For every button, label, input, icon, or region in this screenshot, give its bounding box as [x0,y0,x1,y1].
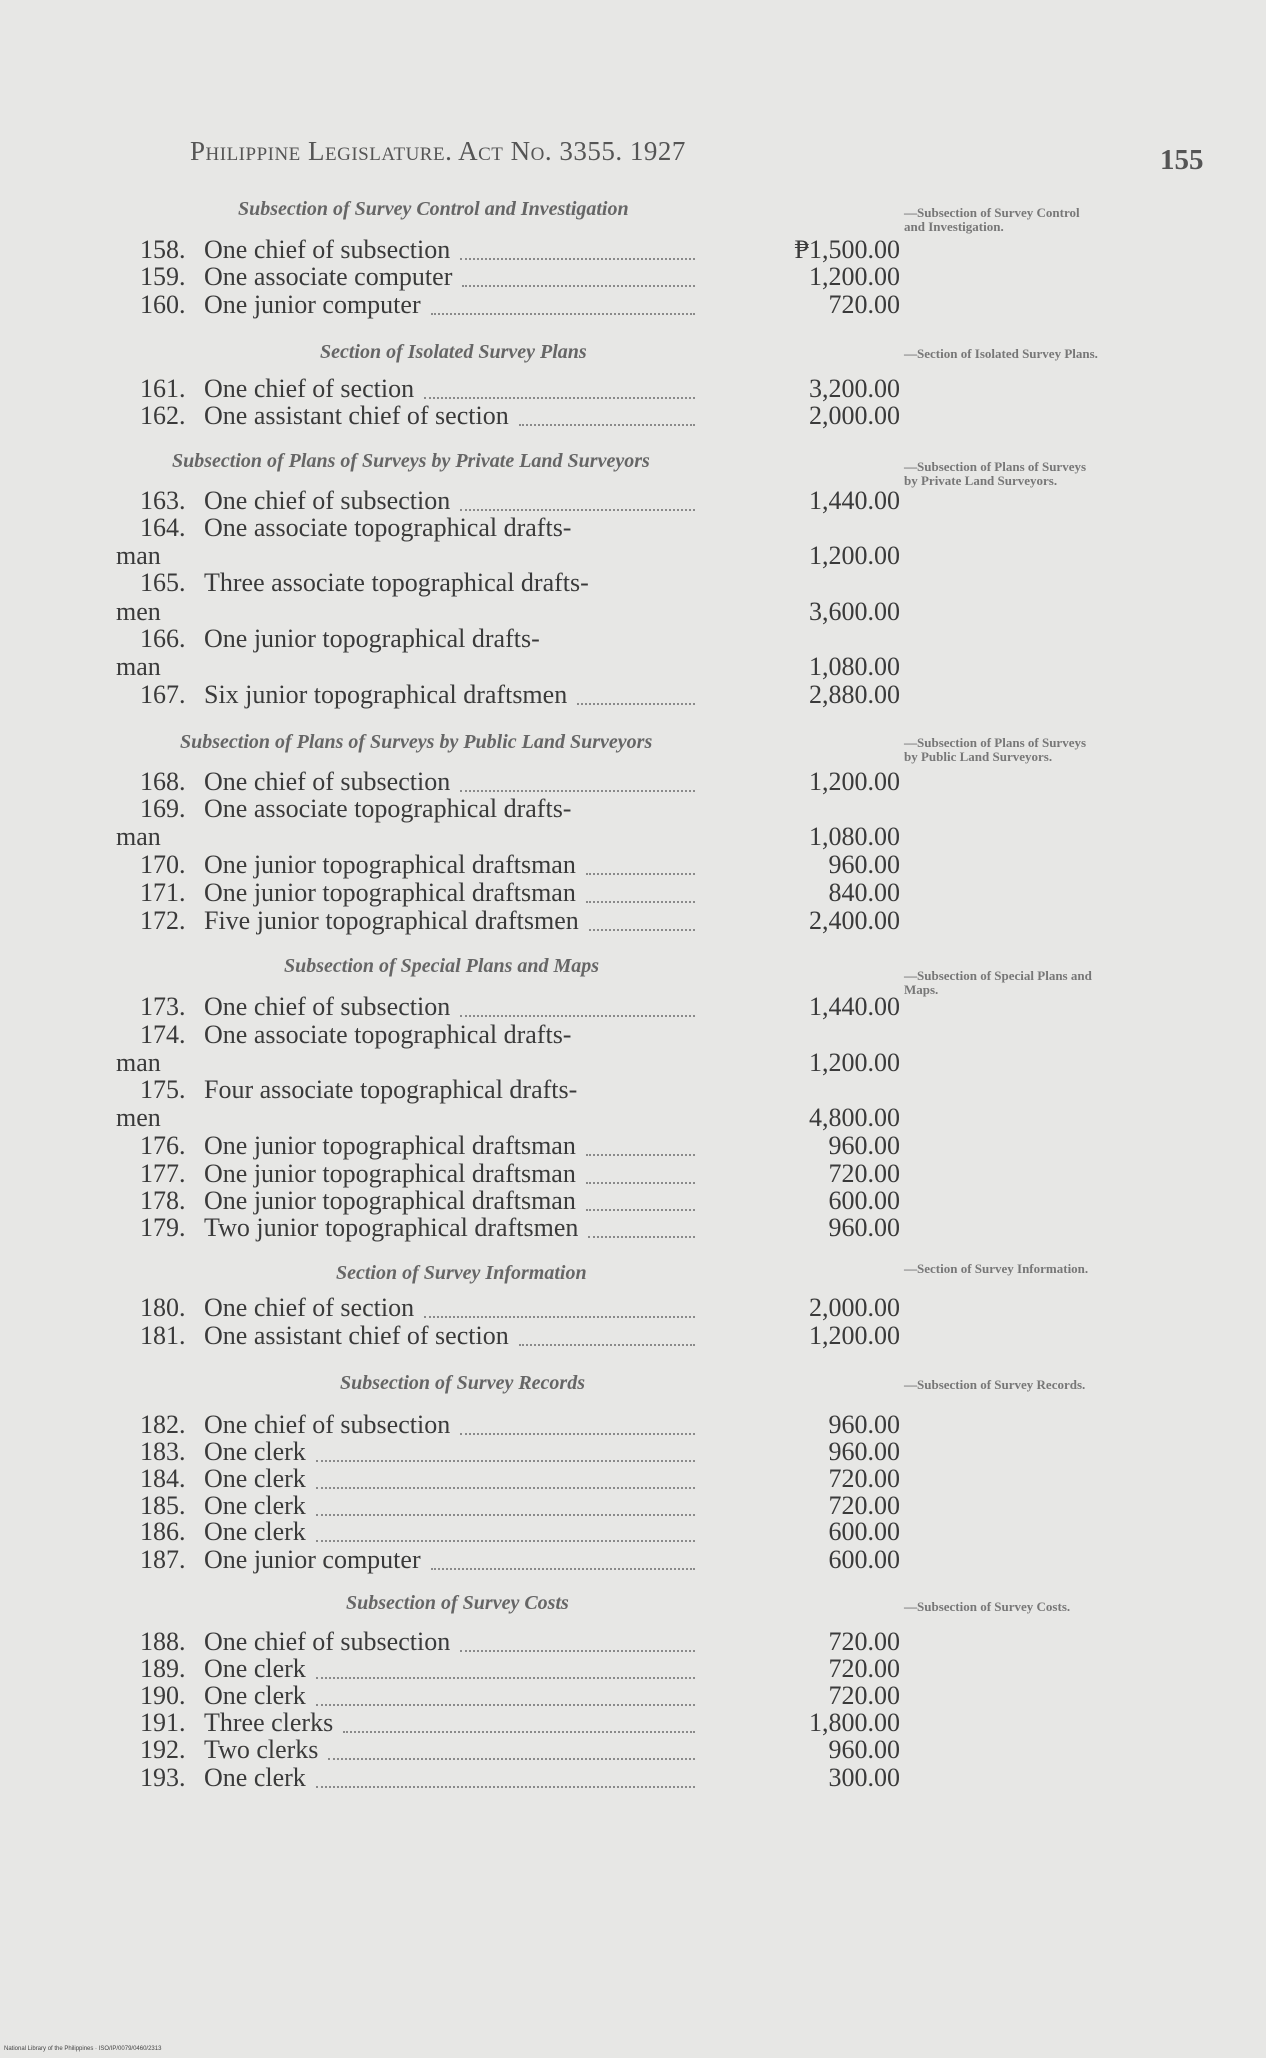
dot-leader [328,1758,695,1760]
dot-leader [588,1236,695,1238]
item-text: Two junior topographical draftsmen [204,1214,579,1242]
item-amount: 960.00 [828,1213,900,1242]
item-amount: 1,440.00 [809,486,900,515]
dot-leader [462,285,695,287]
page-number: 155 [1160,144,1204,176]
item-text: One chief of subsection [204,993,451,1021]
item-text: One chief of section [204,1294,415,1322]
item-amount: 720.00 [828,1654,900,1683]
line-item [140,1628,705,1656]
item-text-continuation: men [116,598,161,626]
item-text: One clerk [204,1465,306,1493]
dot-leader [519,424,695,426]
item-text: Three clerks [204,1709,334,1737]
item-amount: 3,600.00 [809,597,900,626]
dot-leader [577,703,695,705]
item-amount: 720.00 [828,1491,900,1520]
margin-note: —Subsection of Special Plans and Maps. [904,968,1092,997]
line-item-continuation [116,1104,706,1132]
item-text: One clerk [204,1682,306,1710]
line-item [140,993,705,1021]
item-text: Three associate topographical drafts- [204,569,589,597]
item-number: 178. [140,1187,186,1215]
line-item [140,1438,705,1466]
item-amount: 960.00 [828,1437,900,1466]
line-item [140,1764,705,1792]
item-text: One associate computer [204,263,453,291]
item-number: 174. [140,1021,186,1049]
item-number: 176. [140,1132,186,1160]
item-amount: 960.00 [828,850,900,879]
margin-note: —Section of Survey Information. [904,1261,1089,1276]
item-text: One junior topographical draftsman [204,1132,576,1160]
line-item [140,1736,705,1764]
section-heading: Subsection of Survey Costs [346,1592,569,1614]
line-item [140,681,705,709]
dot-leader [460,1015,695,1017]
item-number: 188. [140,1628,186,1656]
item-text: One junior topographical draftsman [204,879,576,907]
line-item [140,1546,705,1574]
item-amount: 720.00 [828,1681,900,1710]
line-item [140,851,705,879]
line-item-continuation [116,653,706,681]
item-amount: 720.00 [828,1464,900,1493]
item-text: One chief of subsection [204,1411,451,1439]
line-item [140,236,705,264]
line-item [140,1214,705,1242]
item-amount: 4,800.00 [809,1103,900,1132]
dot-leader [586,1209,695,1211]
item-number: 191. [140,1709,186,1737]
item-text: One assistant chief of section [204,402,509,430]
section-heading: Subsection of Survey Records [340,1372,585,1394]
item-text: One junior topographical draftsman [204,1160,576,1188]
dot-leader [586,873,695,875]
item-amount: 1,080.00 [809,822,900,851]
item-text: One clerk [204,1438,306,1466]
line-item [140,263,705,291]
item-amount: 1,440.00 [809,992,900,1021]
item-text: One clerk [204,1492,306,1520]
item-text: One assistant chief of section [204,1322,509,1350]
line-item [140,625,705,653]
margin-note: —Subsection of Survey Records. [904,1377,1086,1392]
item-amount: 1,200.00 [809,1321,900,1350]
line-item [140,1682,705,1710]
item-amount: 1,200.00 [809,1048,900,1077]
item-number: 163. [140,487,186,515]
item-text: One junior topographical drafts- [204,625,540,653]
margin-note: —Section of Isolated Survey Plans. [904,346,1098,361]
item-text: Five junior topographical draftsmen [204,907,579,935]
dot-leader [424,397,695,399]
line-item [140,1021,705,1049]
item-amount: ₱1,500.00 [794,235,900,264]
line-item [140,569,705,597]
item-text: Six junior topographical draftsmen [204,681,568,709]
dot-leader [431,1568,695,1570]
margin-note: —Subsection of Survey Costs. [904,1599,1071,1614]
section-heading: Section of Isolated Survey Plans [320,341,587,363]
item-number: 162. [140,402,186,430]
item-text: One junior topographical draftsman [204,1187,576,1215]
item-number: 182. [140,1411,186,1439]
item-text: One chief of subsection [204,236,451,264]
margin-note: —Subsection of Plans of Surveys by Public Land Surveyors. [904,735,1087,764]
line-item [140,795,705,823]
item-amount: 600.00 [828,1517,900,1546]
item-text: One chief of section [204,375,415,403]
line-item [140,1294,705,1322]
section-heading: Section of Survey Information [336,1262,587,1284]
dot-leader [316,1704,695,1706]
line-item-continuation [116,542,706,570]
item-text: One associate topographical drafts- [204,795,572,823]
margin-note: —Subsection of Survey Control and Investigation. [904,205,1080,234]
line-item-continuation [116,823,706,851]
item-text-continuation: man [116,823,161,851]
item-amount: 300.00 [828,1763,900,1792]
item-number: 189. [140,1655,186,1683]
dot-leader [460,790,695,792]
item-amount: 3,200.00 [809,374,900,403]
dot-leader [460,1433,695,1435]
line-item-continuation [116,598,706,626]
item-number: 186. [140,1518,186,1546]
footer-stamp: National Library of the Philippines · ISO/IP/0079/0460/2313 [4,2046,162,2052]
dot-leader [316,1677,695,1679]
item-amount: 600.00 [828,1186,900,1215]
dot-leader [431,313,695,315]
item-amount: 1,800.00 [809,1708,900,1737]
item-text-continuation: man [116,653,161,681]
item-text: One clerk [204,1764,306,1792]
item-number: 180. [140,1294,186,1322]
item-text: One chief of subsection [204,1628,451,1656]
dot-leader [460,509,695,511]
item-text: One junior topographical draftsman [204,851,576,879]
line-item [140,402,705,430]
dot-leader [316,1460,695,1462]
item-text: One junior computer [204,1546,421,1574]
line-item [140,907,705,935]
item-number: 167. [140,681,186,709]
item-amount: 720.00 [828,290,900,319]
dot-leader [586,1182,695,1184]
item-number: 170. [140,851,186,879]
item-number: 164. [140,514,186,542]
section-heading: Subsection of Special Plans and Maps [284,955,600,977]
item-amount: 2,880.00 [809,680,900,709]
item-text: One junior computer [204,291,421,319]
item-amount: 1,080.00 [809,652,900,681]
item-number: 177. [140,1160,186,1188]
item-amount: 960.00 [828,1410,900,1439]
item-number: 192. [140,1736,186,1764]
item-amount: 2,400.00 [809,906,900,935]
item-number: 185. [140,1492,186,1520]
dot-leader [589,929,695,931]
item-text: One associate topographical drafts- [204,514,572,542]
line-item [140,291,705,319]
item-amount: 960.00 [828,1131,900,1160]
line-item [140,487,705,515]
item-amount: 720.00 [828,1159,900,1188]
item-amount: 1,200.00 [809,262,900,291]
item-text: One chief of subsection [204,487,451,515]
page-header [0,136,1266,180]
item-amount: 960.00 [828,1735,900,1764]
line-item [140,1492,705,1520]
item-amount: 600.00 [828,1545,900,1574]
item-number: 193. [140,1764,186,1792]
line-item [140,1709,705,1737]
item-number: 169. [140,795,186,823]
item-number: 161. [140,375,186,403]
dot-leader [519,1344,695,1346]
line-item [140,1411,705,1439]
line-item [140,514,705,542]
dot-leader [316,1786,695,1788]
item-number: 159. [140,263,186,291]
page-title: Philippine Legislature. Act No. 3355. 1927 [190,136,686,166]
section-heading: Subsection of Survey Control and Investigation [238,198,629,220]
line-item [140,1655,705,1683]
dot-leader [586,1154,695,1156]
line-item [140,1518,705,1546]
item-number: 187. [140,1546,186,1574]
item-number: 184. [140,1465,186,1493]
dot-leader [460,1650,695,1652]
item-number: 171. [140,879,186,907]
line-item [140,375,705,403]
item-number: 175. [140,1076,186,1104]
item-amount: 1,200.00 [809,541,900,570]
line-item-continuation [116,1049,706,1077]
dot-leader [316,1514,695,1516]
line-item [140,1322,705,1350]
item-amount: 720.00 [828,1627,900,1656]
item-number: 160. [140,291,186,319]
item-number: 168. [140,768,186,796]
dot-leader [424,1316,695,1318]
item-text: Two clerks [204,1736,319,1764]
dot-leader [316,1487,695,1489]
item-number: 190. [140,1682,186,1710]
item-text: One associate topographical drafts- [204,1021,572,1049]
item-number: 183. [140,1438,186,1466]
margin-note: —Subsection of Plans of Surveys by Private Land Surveyors. [904,459,1087,488]
item-amount: 840.00 [828,878,900,907]
dot-leader [316,1540,695,1542]
line-item [140,1465,705,1493]
item-text-continuation: man [116,542,161,570]
item-number: 181. [140,1322,186,1350]
item-amount: 1,200.00 [809,767,900,796]
line-item [140,1076,705,1104]
dot-leader [460,258,695,260]
dot-leader [343,1731,695,1733]
line-item [140,1187,705,1215]
item-text-continuation: man [116,1049,161,1077]
item-text-continuation: men [116,1104,161,1132]
item-number: 172. [140,907,186,935]
dot-leader [586,901,695,903]
line-item [140,768,705,796]
line-item [140,879,705,907]
section-heading: Subsection of Plans of Surveys by Public Land Surveyors [180,731,653,753]
item-number: 166. [140,625,186,653]
item-number: 158. [140,236,186,264]
item-text: One clerk [204,1655,306,1683]
item-number: 179. [140,1214,186,1242]
item-number: 165. [140,569,186,597]
line-item [140,1132,705,1160]
item-text: Four associate topographical drafts- [204,1076,578,1104]
item-amount: 2,000.00 [809,1293,900,1322]
item-number: 173. [140,993,186,1021]
line-item [140,1160,705,1188]
item-text: One chief of subsection [204,768,451,796]
item-text: One clerk [204,1518,306,1546]
item-amount: 2,000.00 [809,401,900,430]
section-heading: Subsection of Plans of Surveys by Private Land Surveyors [172,450,650,472]
